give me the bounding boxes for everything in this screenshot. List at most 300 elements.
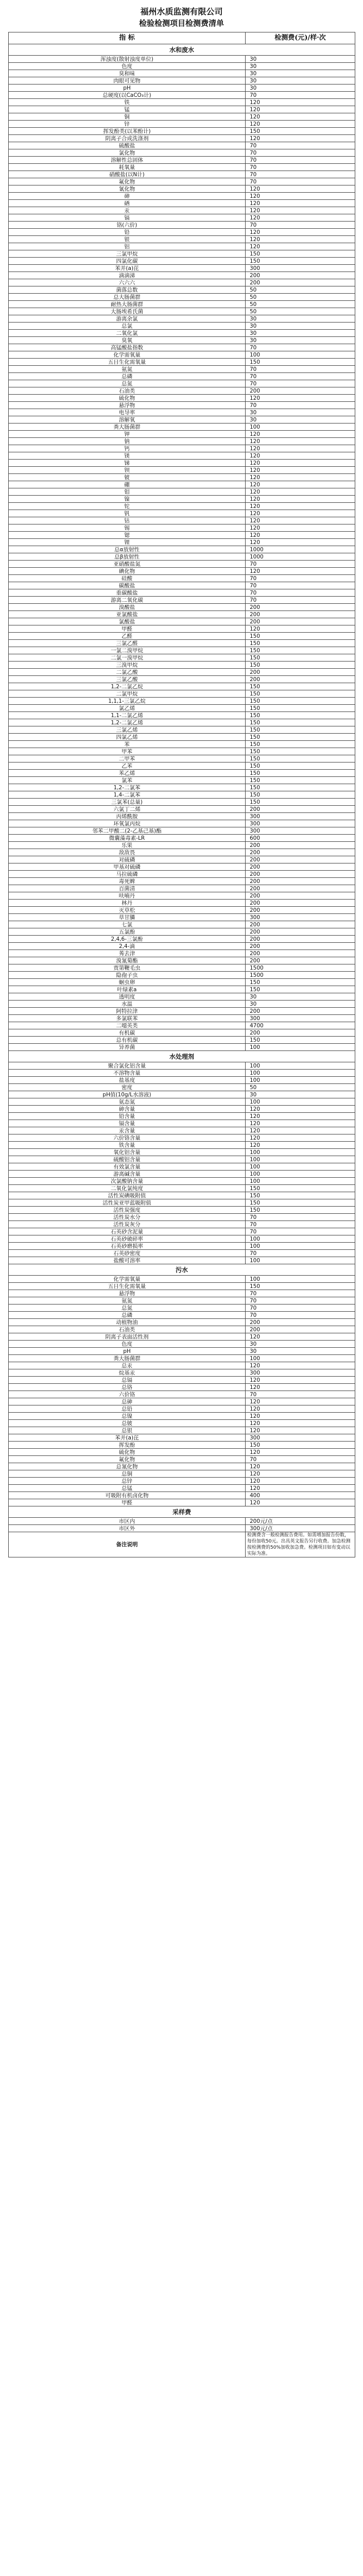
section-title: 采样费 (9, 1506, 355, 1518)
item-name: 锑 (9, 460, 246, 467)
table-row (9, 1134, 355, 1142)
table-row (9, 611, 355, 618)
table-row (9, 1355, 355, 1362)
item-price: 150 (246, 1037, 355, 1044)
table-row (9, 618, 355, 625)
item-price: 120 (246, 625, 355, 633)
item-name: 氰化物 (9, 185, 246, 193)
item-name: 银 (9, 236, 246, 243)
table-row (9, 698, 355, 705)
item-name: pH (9, 84, 246, 92)
item-price: 200 (246, 279, 355, 286)
item-name: 三氯甲烷 (9, 250, 246, 258)
item-price: 300 (246, 1015, 355, 1022)
item-price: 30 (246, 84, 355, 92)
table-row (9, 279, 355, 286)
table-row (9, 524, 355, 532)
item-name: 溶解性总固体 (9, 157, 246, 164)
item-name: 氨氮 (9, 1297, 246, 1304)
item-price: 70 (246, 171, 355, 178)
item-price: 120 (246, 1142, 355, 1149)
table-row (9, 1492, 355, 1499)
item-price: 30 (246, 1091, 355, 1098)
item-name: 1,2-二氯苯 (9, 784, 246, 791)
table-row (9, 409, 355, 416)
item-price: 120 (246, 193, 355, 200)
table-row (9, 676, 355, 683)
item-price: 120 (246, 214, 355, 222)
item-price: 120 (246, 532, 355, 539)
item-name: 粪大肠菌群 (9, 1355, 246, 1362)
item-name: 敌敌畏 (9, 849, 246, 856)
table-row (9, 1127, 355, 1134)
table-row (9, 1499, 355, 1506)
table-row (9, 1304, 355, 1312)
table-row (9, 1348, 355, 1355)
table-row (9, 294, 355, 301)
item-price: 200 (246, 863, 355, 871)
table-row (9, 517, 355, 524)
table-row (9, 286, 355, 294)
item-name: 浑浊度(散射浊度单位) (9, 56, 246, 63)
item-name: 硫化物 (9, 395, 246, 402)
item-name: 甲基对硫磷 (9, 863, 246, 871)
section-row (9, 1264, 355, 1276)
item-name: 二氯甲烷 (9, 690, 246, 698)
item-name: 镁 (9, 452, 246, 460)
table-row (9, 1341, 355, 1348)
item-price: 120 (246, 568, 355, 575)
item-price: 30 (246, 337, 355, 344)
section-title: 污水 (9, 1264, 355, 1276)
item-name: 硒 (9, 200, 246, 207)
item-name: 活性炭水分 (9, 1214, 246, 1221)
item-price: 70 (246, 222, 355, 229)
item-price: 100 (246, 1235, 355, 1243)
item-price: 120 (246, 243, 355, 250)
item-name: 重碳酸盐 (9, 589, 246, 597)
item-name: 贾第鞭毛虫 (9, 964, 246, 972)
column-header-row (9, 32, 355, 44)
table-row (9, 1243, 355, 1250)
table-row (9, 640, 355, 647)
item-name: 总氮 (9, 380, 246, 387)
table-row (9, 373, 355, 380)
item-price: 200元/点 (246, 1518, 355, 1525)
item-name: 活性炭碘吸附值 (9, 1192, 246, 1199)
table-row (9, 1178, 355, 1185)
item-price: 150 (246, 1207, 355, 1214)
table-row (9, 928, 355, 936)
table-row (9, 510, 355, 517)
item-price: 200 (246, 1326, 355, 1333)
table-row (9, 993, 355, 1001)
table-row (9, 1192, 355, 1199)
table-row (9, 1199, 355, 1207)
table-row (9, 1319, 355, 1326)
item-name: 1,1-二氯乙烯 (9, 712, 246, 719)
item-name: 钙 (9, 445, 246, 452)
item-name: 二噁英类 (9, 1022, 246, 1029)
company-name: 福州水质监测有限公司 (140, 7, 223, 16)
table-row (9, 1413, 355, 1420)
item-name: 三氯乙烯 (9, 726, 246, 734)
table-row (9, 856, 355, 863)
table-row (9, 662, 355, 669)
table-row (9, 265, 355, 272)
item-name: 总磷 (9, 1312, 246, 1319)
item-name: 水温 (9, 1001, 246, 1008)
item-name: 密度 (9, 1084, 246, 1091)
item-name: 五日生化需氧量 (9, 1283, 246, 1290)
item-price: 120 (246, 438, 355, 445)
item-price: 30 (246, 77, 355, 84)
item-price: 300元/点 (246, 1525, 355, 1532)
table-row (9, 762, 355, 770)
item-price: 300 (246, 827, 355, 835)
item-price: 70 (246, 1228, 355, 1235)
sheet-header (8, 6, 355, 29)
table-row (9, 1113, 355, 1120)
item-name: 铍 (9, 474, 246, 481)
item-price: 120 (246, 1485, 355, 1492)
item-name: 1,1,1-三氯乙烷 (9, 698, 246, 705)
item-price: 70 (246, 373, 355, 380)
table-row (9, 1084, 355, 1091)
item-price: 120 (246, 1499, 355, 1506)
table-row (9, 820, 355, 827)
item-price: 50 (246, 308, 355, 315)
item-price: 150 (246, 640, 355, 647)
table-row (9, 532, 355, 539)
item-price: 120 (246, 460, 355, 467)
item-name: 化学需氧量 (9, 351, 246, 359)
table-row (9, 835, 355, 842)
item-name: 亚氯酸盐 (9, 611, 246, 618)
item-price: 120 (246, 99, 355, 106)
item-name: 砷 (9, 193, 246, 200)
item-price: 70 (246, 380, 355, 387)
item-name: 总镍 (9, 1413, 246, 1420)
item-name: 耐热大肠菌群 (9, 301, 246, 308)
table-row (9, 799, 355, 806)
table-row (9, 1478, 355, 1485)
item-name: 苯并(a)芘 (9, 1434, 246, 1442)
table-row (9, 1297, 355, 1304)
table-row (9, 395, 355, 402)
table-row (9, 1442, 355, 1449)
table-row (9, 568, 355, 575)
table-row (9, 1106, 355, 1113)
item-name: 锡 (9, 524, 246, 532)
item-price: 200 (246, 871, 355, 878)
item-price: 4700 (246, 1022, 355, 1029)
item-name: 石油类 (9, 387, 246, 395)
item-price: 30 (246, 330, 355, 337)
table-row (9, 1276, 355, 1283)
table-row (9, 351, 355, 359)
notes-text: 检测费含一般检测报告费用。如需增加报告份数，每份加收50元。出具英文报告另行收费。加急检测按检测费的50%加收加急费。检测项目如有变动以实际为准。 (246, 1532, 355, 1557)
table-row (9, 539, 355, 546)
item-price: 120 (246, 106, 355, 113)
item-price: 30 (246, 323, 355, 330)
table-row (9, 979, 355, 986)
table-row (9, 185, 355, 193)
item-name: 一氯二溴甲烷 (9, 647, 246, 654)
item-price: 120 (246, 488, 355, 496)
item-name: 铅含量 (9, 1113, 246, 1120)
table-row (9, 878, 355, 885)
item-name: 溶解氧 (9, 416, 246, 423)
table-row (9, 921, 355, 928)
table-row (9, 575, 355, 582)
item-name: 三氯乙酸 (9, 676, 246, 683)
item-price: 150 (246, 799, 355, 806)
item-name: 四氯化碳 (9, 258, 246, 265)
item-price: 30 (246, 1001, 355, 1008)
table-row (9, 323, 355, 330)
item-price: 100 (246, 423, 355, 431)
table-row (9, 813, 355, 820)
item-name: 氨氮 (9, 366, 246, 373)
table-row (9, 705, 355, 712)
item-name: 草甘膦 (9, 914, 246, 921)
table-row (9, 63, 355, 70)
table-row (9, 892, 355, 900)
item-price: 300 (246, 265, 355, 272)
item-name: 六氯丁二烯 (9, 806, 246, 813)
table-row (9, 863, 355, 871)
item-name: 镉 (9, 214, 246, 222)
item-price: 70 (246, 178, 355, 185)
item-price: 120 (246, 1134, 355, 1142)
table-row (9, 236, 355, 243)
table-row (9, 92, 355, 99)
item-name: 色度 (9, 1341, 246, 1348)
document-title: 检验检测项目检测费清单 (139, 19, 224, 28)
table-row (9, 669, 355, 676)
item-name: 烷基汞 (9, 1369, 246, 1377)
item-price: 50 (246, 301, 355, 308)
item-name: 总锌 (9, 1478, 246, 1485)
item-name: 四氯乙烯 (9, 734, 246, 741)
item-name: 可吸附有机卤化物 (9, 1492, 246, 1499)
item-name: 粪大肠菌群 (9, 423, 246, 431)
table-row (9, 582, 355, 589)
table-row (9, 1001, 355, 1008)
table-row (9, 712, 355, 719)
item-price: 120 (246, 496, 355, 503)
table-row (9, 207, 355, 214)
table-row (9, 1022, 355, 1029)
item-name: 铁含量 (9, 1142, 246, 1149)
item-name: 二氯乙酸 (9, 669, 246, 676)
table-row (9, 770, 355, 777)
item-name: 氯乙烯 (9, 705, 246, 712)
table-row (9, 1098, 355, 1106)
item-name: 总银 (9, 1427, 246, 1434)
item-name: 总氰化物 (9, 1463, 246, 1470)
item-price: 200 (246, 604, 355, 611)
item-price: 120 (246, 185, 355, 193)
table-row (9, 308, 355, 315)
table-row (9, 791, 355, 799)
item-price: 120 (246, 113, 355, 121)
item-name: 活性炭亚甲蓝吸附值 (9, 1199, 246, 1207)
table-row (9, 907, 355, 914)
item-price: 120 (246, 1362, 355, 1369)
table-row (9, 431, 355, 438)
item-name: 亚硝酸盐氮 (9, 561, 246, 568)
table-row (9, 128, 355, 135)
item-name: 环氧氯丙烷 (9, 820, 246, 827)
table-row (9, 1015, 355, 1022)
item-name: 钾 (9, 431, 246, 438)
price-sheet (8, 4, 355, 1557)
item-name: 钠 (9, 438, 246, 445)
item-name: 1,2-二氯乙烷 (9, 683, 246, 690)
item-price: 150 (246, 770, 355, 777)
item-price: 70 (246, 142, 355, 149)
table-row (9, 1062, 355, 1070)
item-price: 150 (246, 784, 355, 791)
item-name: 不溶物含量 (9, 1070, 246, 1077)
item-name: 总铍 (9, 1420, 246, 1427)
table-row (9, 654, 355, 662)
item-name: 总铜 (9, 1470, 246, 1478)
table-row (9, 77, 355, 84)
table-row (9, 1518, 355, 1525)
item-name: 活性炭灰分 (9, 1221, 246, 1228)
table-row (9, 359, 355, 366)
table-row (9, 243, 355, 250)
table-row (9, 1070, 355, 1077)
item-name: 氟化物 (9, 1456, 246, 1463)
item-price: 200 (246, 928, 355, 936)
notes-label: 备注说明 (9, 1532, 246, 1557)
item-name: 钴 (9, 517, 246, 524)
item-price: 30 (246, 1341, 355, 1348)
item-name: 总铅 (9, 1405, 246, 1413)
item-price: 100 (246, 1276, 355, 1283)
item-price: 120 (246, 503, 355, 510)
item-name: 碳酸盐 (9, 582, 246, 589)
table-row (9, 467, 355, 474)
item-price: 120 (246, 1449, 355, 1456)
item-price: 200 (246, 806, 355, 813)
item-name: 次氯酸钠含量 (9, 1178, 246, 1185)
table-row (9, 1283, 355, 1290)
item-name: 挥发酚 (9, 1442, 246, 1449)
table-row (9, 301, 355, 308)
item-price: 70 (246, 1312, 355, 1319)
item-price: 120 (246, 200, 355, 207)
item-price: 100 (246, 1149, 355, 1156)
item-price: 70 (246, 366, 355, 373)
item-price: 1500 (246, 964, 355, 972)
item-name: 二甲苯 (9, 755, 246, 762)
item-name: 灭草松 (9, 907, 246, 914)
price-table-body (9, 32, 355, 1557)
table-row (9, 849, 355, 856)
item-name: 氯苯 (9, 777, 246, 784)
item-price: 70 (246, 1456, 355, 1463)
column-header-name: 指 标 (9, 32, 246, 44)
item-name: 总氮 (9, 1304, 246, 1312)
item-price: 200 (246, 907, 355, 914)
item-price: 120 (246, 229, 355, 236)
table-row (9, 337, 355, 344)
item-price: 120 (246, 474, 355, 481)
item-price: 300 (246, 813, 355, 820)
table-row (9, 1214, 355, 1221)
table-row (9, 1377, 355, 1384)
table-row (9, 1326, 355, 1333)
item-price: 200 (246, 957, 355, 964)
table-row (9, 553, 355, 561)
table-row (9, 1029, 355, 1037)
item-price: 200 (246, 842, 355, 849)
table-row (9, 200, 355, 207)
table-row (9, 972, 355, 979)
table-row (9, 871, 355, 878)
item-name: 隐孢子虫 (9, 972, 246, 979)
item-name: 异养菌 (9, 1044, 246, 1051)
table-row (9, 633, 355, 640)
item-price: 30 (246, 409, 355, 416)
item-price: 120 (246, 121, 355, 128)
item-price: 70 (246, 561, 355, 568)
item-name: 总大肠菌群 (9, 294, 246, 301)
item-name: 六六六 (9, 279, 246, 286)
item-price: 120 (246, 1420, 355, 1427)
item-name: 毒死蜱 (9, 878, 246, 885)
item-name: 汞含量 (9, 1127, 246, 1134)
item-price: 200 (246, 856, 355, 863)
item-name: 臭和味 (9, 70, 246, 77)
table-row (9, 330, 355, 337)
item-name: 五氯酚 (9, 928, 246, 936)
table-row (9, 806, 355, 813)
item-price: 150 (246, 633, 355, 640)
item-name: 三溴甲烷 (9, 662, 246, 669)
item-name: 莠去津 (9, 950, 246, 957)
table-row (9, 914, 355, 921)
item-price: 50 (246, 286, 355, 294)
item-name: 镍 (9, 496, 246, 503)
item-name: 肉眼可见物 (9, 77, 246, 84)
item-price: 100 (246, 1077, 355, 1084)
item-name: 碘化物 (9, 568, 246, 575)
item-name: 总有机碳 (9, 1037, 246, 1044)
item-price: 200 (246, 900, 355, 907)
item-price: 200 (246, 611, 355, 618)
item-name: 2,4-滴 (9, 943, 246, 950)
table-row (9, 1405, 355, 1413)
table-row (9, 546, 355, 553)
item-price: 120 (246, 539, 355, 546)
section-title: 水和废水 (9, 44, 355, 56)
item-price: 150 (246, 1185, 355, 1192)
item-price: 150 (246, 712, 355, 719)
item-name: 七氯 (9, 921, 246, 928)
item-price: 150 (246, 359, 355, 366)
item-price: 100 (246, 1178, 355, 1185)
item-price: 100 (246, 1355, 355, 1362)
table-row (9, 135, 355, 142)
item-price: 150 (246, 1283, 355, 1290)
item-name: 多氯联苯 (9, 1015, 246, 1022)
